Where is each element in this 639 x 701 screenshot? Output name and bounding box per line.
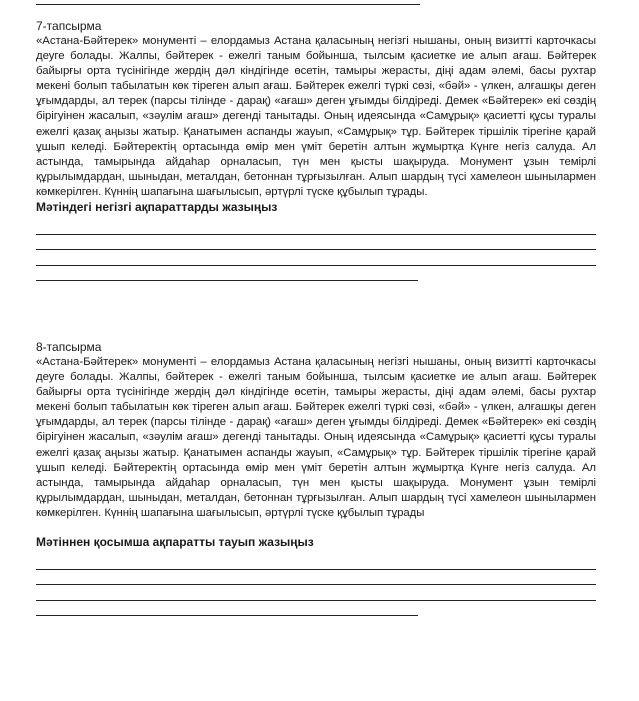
- answer-line[interactable]: [36, 266, 418, 282]
- task-7-title: 7-тапсырма: [36, 19, 102, 33]
- answer-line[interactable]: [36, 235, 596, 251]
- task-8-prompt: Мәтіннен қосымша ақпаратты тауып жазыңыз: [36, 535, 314, 550]
- answer-line[interactable]: [36, 554, 596, 570]
- task-8-title: 8-тапсырма: [36, 340, 102, 354]
- answer-line[interactable]: [36, 570, 596, 586]
- task-7-answer-area[interactable]: [36, 219, 596, 281]
- task-7-prompt: Мәтіндегі негізгі ақпараттарды жазыңыз: [36, 200, 278, 215]
- task-8-answer-area[interactable]: [36, 554, 596, 616]
- task-8-text: «Астана-Бәйтерек» монументі – елордамыз Астана қаласының негізгі нышаны, оның визитті карточкасы деуге болады. Жалпы, бәйтерек - ежелгі таным бойынша, тылсым қасиетке ие алып ағаш. Бәйтерек байырғы орта түсінігінде жердің дәл кіндігінде өсетін, тамыры жерасты, діңі адам әлемі, басы рухтар мекені болып табылатын көк тіреген алып ағаш. Бәйтерек ежелгі түркі сөзі, «бәй» - үлкен, алғашқы деген ұғымдарды, ал терек (парсы тілінде - дарақ) «ағаш» деген ұғымды білдіреді. Демек «Бәйтерек» екі сөздің бірігуінен жасалып, «зәулім ағаш» дегенді танытады. Оның идеясында «Самұрық» қасиетті құсы туралы ежелгі қазақ аңызы жатыр. Қанатымен аспанды жауып, «Самұрық» тұр. Бәйтерек тіршілік тірегіне қарай ұшып келеді. Бәйтеректің ортасында өмір мен үміт беретін алтын жұмыртқа Күнге негіз салуда. Ал астында, тамырында айдаһар орналасып, түн мен қысты шақыруда. Монумент ұзын темірлі құрылымдардан, шыныдан, металдан, бетоннан тұрғызылған. Алып шардың түсі хамелеон шынылармен көмкерілген. Күннің шапағына шағылысып, әртүрлі түске құбылып тұрады: [36, 356, 596, 519]
- task-8-section: [36, 340, 596, 616]
- answer-line[interactable]: [36, 585, 596, 601]
- answer-line[interactable]: [36, 601, 418, 617]
- answer-line[interactable]: [36, 250, 596, 266]
- top-divider-line: [36, 4, 420, 5]
- task-7-text: «Астана-Бәйтерек» монументі – елордамыз Астана қаласының негізгі нышаны, оның визитті карточкасы деуге болады. Жалпы, бәйтерек - ежелгі таным бойынша, тылсым қасиетке ие алып ағаш. Бәйтерек байырғы орта түсінігінде жердің дәл кіндігінде өсетін, тамыры жерасты, діңі адам әлемі, басы рухтар мекені болып табылатын көк тіреген алып ағаш. Бәйтерек ежелгі түркі сөзі, «бәй» - үлкен, алғашқы деген ұғымдарды, ал терек (парсы тілінде - дарақ) «ағаш» деген ұғымды білдіреді. Демек «Бәйтерек» екі сөздің бірігуінен жасалып, «зәулім ағаш» дегенді танытады. Оның идеясында «Самұрық» қасиетті құсы туралы ежелгі қазақ аңызы жатыр. Қанатымен аспанды жауып, «Самұрық» тұр. Бәйтерек тіршілік тірегіне қарай ұшып келеді. Бәйтеректің ортасында өмір мен үміт беретін алтын жұмыртқа Күнге негіз салуда. Ал астында, тамырында айдаһар орналасып, түн мен қысты шақыруда. Монумент ұзын темірлі құрылымдардан, шыныдан, металдан, бетоннан тұрғызылған. Алып шардың түсі хамелеон шынылармен көмкерілген. Күннің шапағына шағылысып, әртүрлі түске құбылып тұрады.: [36, 35, 596, 198]
- task-7-section: [36, 19, 596, 281]
- answer-line[interactable]: [36, 219, 596, 235]
